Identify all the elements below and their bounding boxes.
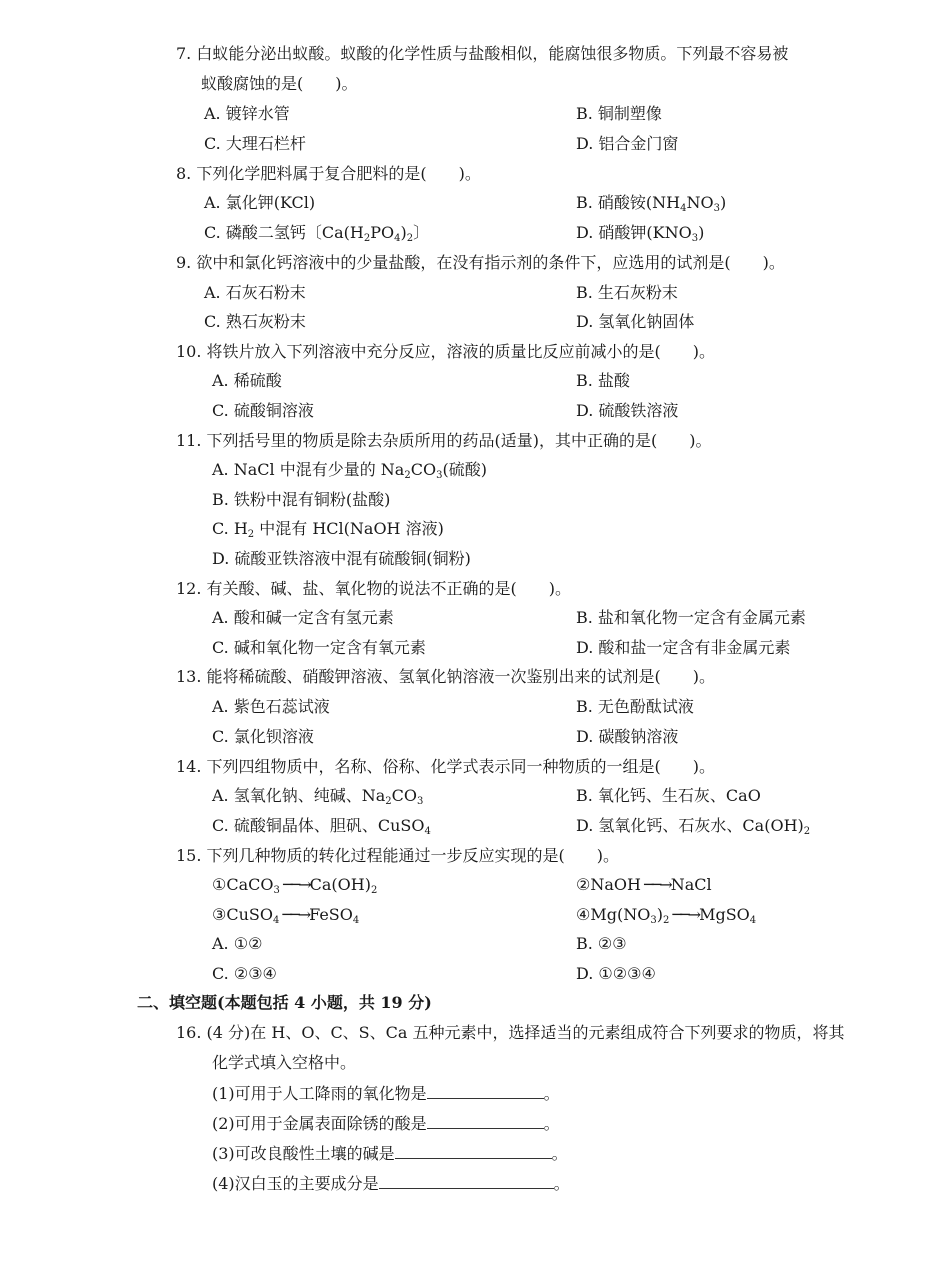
q15-option-c: C. ②③④: [212, 964, 277, 983]
q15-option-d: D. ①②③④: [576, 964, 656, 983]
answer-blank-3[interactable]: [395, 1142, 552, 1159]
q7-stem-line1: 7. 白蚁能分泌出蚁酸。蚁酸的化学性质与盐酸相似，能腐蚀很多物质。下列最不容易被: [176, 44, 789, 63]
q13-option-c: C. 氯化钡溶液: [212, 727, 314, 746]
q16-sub-4: (4)汉白玉的主要成分是 。: [212, 1174, 570, 1193]
q8-option-a: A. 氯化钾(KCl): [204, 193, 316, 212]
q15-stem: 15. 下列几种物质的转化过程能通过一步反应实现的是( )。: [176, 846, 620, 865]
q7-option-c: C. 大理石栏杆: [204, 134, 306, 153]
q12-option-b: B. 盐和氧化物一定含有金属元素: [576, 608, 806, 627]
q14-option-a: A. 氢氧化钠、纯碱、$Na_2CO_3$: [212, 786, 424, 807]
q12-option-d: D. 酸和盐一定含有非金属元素: [576, 638, 791, 657]
q9-stem: 9. 欲中和氯化钙溶液中的少量盐酸，在没有指示剂的条件下，应选用的试剂是( )。: [176, 253, 785, 272]
q16-sub-3: (3)可改良酸性土壤的碱是 。: [212, 1144, 568, 1163]
answer-blank-2[interactable]: [427, 1112, 544, 1129]
q16-sub-2: (2)可用于金属表面除锈的酸是 。: [212, 1114, 560, 1133]
q11-option-d: D. 硫酸亚铁溶液中混有硫酸铜(铜粉): [212, 549, 471, 568]
q11-stem: 11. 下列括号里的物质是除去杂质所用的药品(适量)，其中正确的是( )。: [176, 431, 712, 450]
q14-option-b: B. 氧化钙、生石灰、CaO: [576, 786, 761, 805]
arrow-icon: ──→: [279, 905, 310, 924]
q13-option-d: D. 碳酸钠溶液: [576, 727, 679, 746]
q12-option-c: C. 碱和氧化物一定含有氧元素: [212, 638, 426, 657]
q15-reaction-3: ③CuSO$_4$ ──→FeSO$_4$: [212, 905, 360, 926]
q8-option-b: B. 硝酸铵$(NH_4NO_3)$: [576, 193, 727, 214]
q9-option-b: B. 生石灰粉末: [576, 283, 678, 302]
q10-option-c: C. 硫酸铜溶液: [212, 401, 314, 420]
q9-option-a: A. 石灰石粉末: [204, 283, 306, 302]
q13-option-b: B. 无色酚酞试液: [576, 697, 694, 716]
q12-option-a: A. 酸和碱一定含有氢元素: [212, 608, 394, 627]
q9-option-c: C. 熟石灰粉末: [204, 312, 306, 331]
q12-stem: 12. 有关酸、碱、盐、氧化物的说法不正确的是( )。: [176, 579, 572, 598]
arrow-icon: ──→: [640, 875, 671, 894]
arrow-icon: ──→: [669, 905, 700, 924]
q10-option-a: A. 稀硫酸: [212, 371, 282, 390]
q8-option-c: C. 磷酸二氢钙〔$Ca(H_2PO_4)_2$〕: [204, 223, 430, 244]
q11-option-c: C. $H_2$ 中混有 HCl(NaOH 溶液): [212, 519, 444, 540]
q16-stem-line1: 16. (4 分)在 H、O、C、S、Ca 五种元素中，选择适当的元素组成符合下列要求的物质，将其: [176, 1023, 845, 1042]
q15-option-a: A. ①②: [212, 934, 263, 953]
q10-stem: 10. 将铁片放入下列溶液中充分反应，溶液的质量比反应前减小的是( )。: [176, 342, 716, 361]
q15-reaction-4: $④Mg(NO_3)_2$ ──→MgSO$_4$: [576, 905, 757, 926]
q16-sub-1: (1)可用于人工降雨的氧化物是 。: [212, 1084, 560, 1103]
answer-blank-1[interactable]: [427, 1082, 544, 1099]
q14-option-d: D. 氢氧化钙、石灰水、$Ca(OH)_2$: [576, 816, 811, 837]
q8-stem: 8. 下列化学肥料属于复合肥料的是( )。: [176, 164, 481, 183]
q7-option-d: D. 铝合金门窗: [576, 134, 679, 153]
q15-reaction-2: ②NaOH ──→NaCl: [576, 875, 712, 894]
q7-option-b: B. 铜制塑像: [576, 104, 662, 123]
q7-stem-line2: 蚁酸腐蚀的是( )。: [201, 74, 358, 93]
q14-option-c: C. 硫酸铜晶体、胆矾、CuSO$_4$: [212, 816, 431, 837]
section-title: 二、填空题(本题包括 4 小题，共 19 分): [137, 993, 432, 1012]
q8-option-d: D. 硝酸钾$(KNO_3)$: [576, 223, 705, 244]
q15-reaction-1: ①CaCO$_3$ $──\to Ca(OH)_2$: [212, 875, 378, 896]
q13-option-a: A. 紫色石蕊试液: [212, 697, 330, 716]
q15-option-b: B. ②③: [576, 934, 627, 953]
arrow-icon: ──→: [279, 875, 310, 894]
q14-stem: 14. 下列四组物质中，名称、俗称、化学式表示同一种物质的一组是( )。: [176, 757, 716, 776]
answer-blank-4[interactable]: [379, 1172, 554, 1189]
q16-stem-line2: 化学式填入空格中。: [212, 1053, 357, 1072]
q11-option-b: B. 铁粉中混有铜粉(盐酸): [212, 490, 391, 509]
q10-option-b: B. 盐酸: [576, 371, 630, 390]
q7-option-a: A. 镀锌水管: [204, 104, 290, 123]
q10-option-d: D. 硫酸铁溶液: [576, 401, 679, 420]
q9-option-d: D. 氢氧化钠固体: [576, 312, 695, 331]
q11-option-a: A. NaCl 中混有少量的 $Na_2CO_3$(硫酸): [212, 460, 487, 481]
q13-stem: 13. 能将稀硫酸、硝酸钾溶液、氢氧化钠溶液一次鉴别出来的试剂是( )。: [176, 667, 716, 686]
